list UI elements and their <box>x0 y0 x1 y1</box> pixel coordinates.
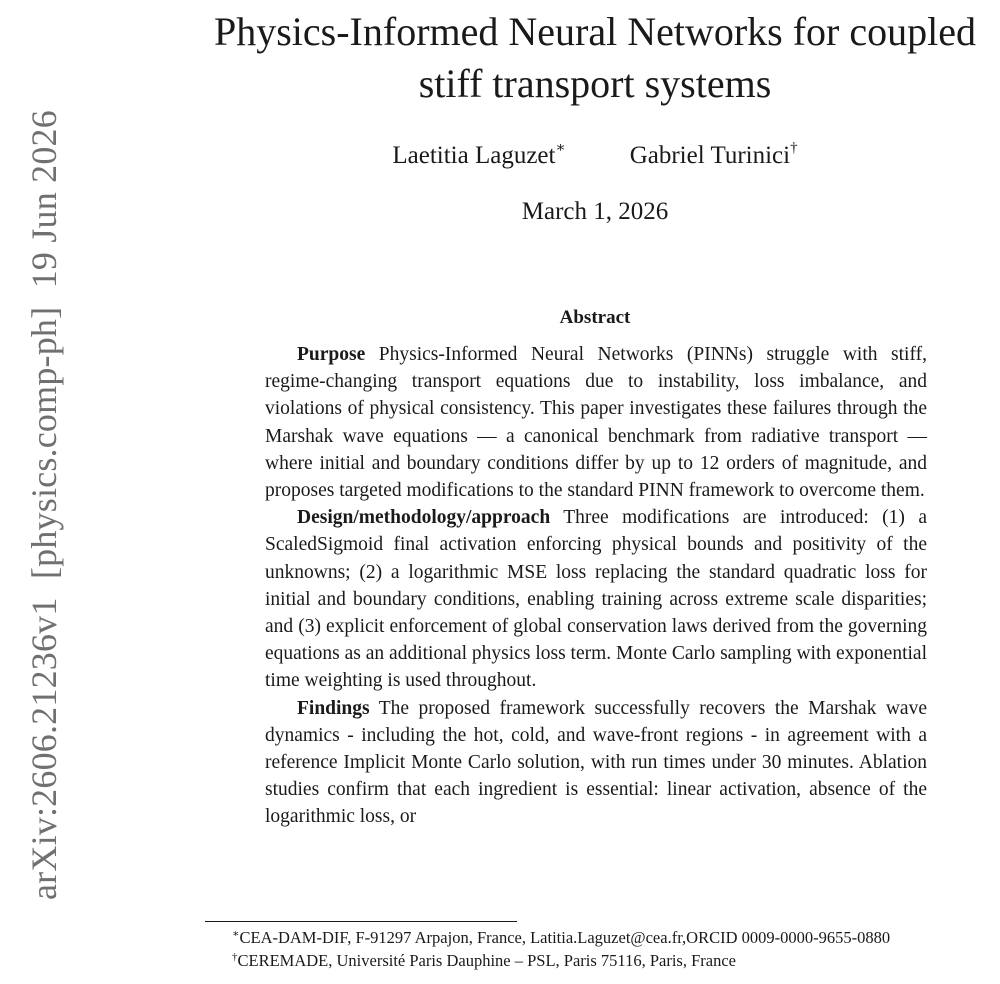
author-1 <box>392 138 565 174</box>
author-list <box>190 138 1000 174</box>
footnote-affiliation-1 <box>205 926 1000 949</box>
paper-title <box>190 6 1000 110</box>
author-2-footnote-mark: † <box>790 140 798 156</box>
abstract-purpose-lead: Purpose <box>297 344 366 365</box>
abstract-purpose-text: Physics-Informed Neural Networks (PINNs) struggle with stiff, regime-changing transport equations due to instability, loss imbalance, and violations of physical consistency. This paper investigates these failures through the Marshak wave equations — a canonical benchmark from radiative transport — where initial and boundary conditions differ by up to 12 orders of magnitude, and proposes targeted modifications to the standard PINN framework to overcome them. <box>265 344 927 502</box>
footnote-2-text: CEREMADE, Université Paris Dauphine – PSL, Paris 75116, Paris, France <box>237 951 736 970</box>
abstract-heading: Abstract <box>559 307 631 328</box>
footnotes <box>205 926 1000 972</box>
abstract-design-text: Three modifications are introduced: (1) a ScaledSigmoid final activation enforcing physical bounds and positivity of the unknowns; (2) a logarithmic MSE loss replacing the standard quadratic loss for initial and boundary conditions, enabling training across extreme scale disparities; and (3) explicit enforcement of global conservation laws derived from the governing equations as an additional physics loss term. Monte Carlo sampling with exponential time weighting is used throughout. <box>265 507 927 692</box>
abstract-design-lead: Design/methodology/approach <box>297 507 551 529</box>
footnote-2-mark: † <box>232 951 238 963</box>
author-1-footnote-mark: ∗ <box>555 140 566 156</box>
abstract-design-paragraph <box>265 504 927 694</box>
abstract-findings-text: The proposed framework successfully recovers the Marshak wave dynamics - including the hot, cold, and wave-front regions - in agreement with a reference Implicit Monte Carlo solution, with run times under 30 minutes. Ablation studies confirm that each ingredient is essential: linear activation, absence of the logarithmic loss, or <box>265 697 927 828</box>
abstract-body <box>265 341 927 831</box>
abstract-purpose-paragraph <box>265 341 927 504</box>
footnote-affiliation-2 <box>205 949 1000 972</box>
abstract-findings-lead: Findings <box>297 697 370 719</box>
author-2 <box>630 138 798 174</box>
footnote-1-text: CEA-DAM-DIF, F-91297 Arpajon, France, Latitia.Laguzet@cea.fr,ORCID 0009-0000-9655-0880 <box>239 928 891 947</box>
arxiv-identifier: arXiv:2606.21236v1 [physics.comp-ph] 19 Jun 2026 <box>24 110 64 900</box>
author-1-name: Laetitia Laguzet <box>392 142 556 169</box>
abstract-findings-paragraph <box>265 695 927 831</box>
paper-title-line-1: Physics-Informed Neural Networks for coupled <box>213 9 976 54</box>
paper-date: March 1, 2026 <box>521 198 669 225</box>
footnote-1-mark: ∗ <box>232 928 240 940</box>
paper-title-line-2: stiff transport systems <box>418 61 772 106</box>
author-2-name: Gabriel Turinici <box>629 142 791 169</box>
footnote-rule <box>205 921 517 922</box>
